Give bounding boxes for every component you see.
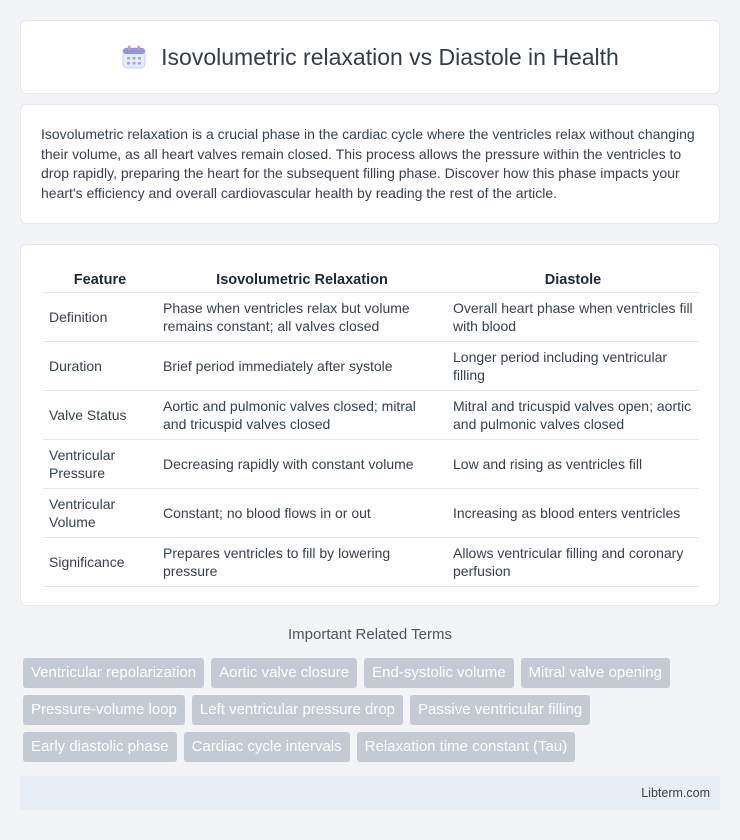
header-feature: Feature (43, 265, 157, 293)
diastole-cell: Allows ventricular filling and coronary perfusion (447, 538, 699, 587)
diastole-cell: Low and rising as ventricles fill (447, 440, 699, 489)
isovolumetric-cell: Constant; no blood flows in or out (157, 489, 447, 538)
header-isovolumetric: Isovolumetric Relaxation (157, 265, 447, 293)
calendar-icon (121, 44, 147, 70)
page-title: Isovolumetric relaxation vs Diastole in Health (161, 43, 619, 70)
feature-cell: Duration (43, 342, 157, 391)
feature-cell: Definition (43, 293, 157, 342)
comparison-table-card (20, 244, 720, 606)
isovolumetric-cell: Brief period immediately after systole (157, 342, 447, 391)
feature-cell: Significance (43, 538, 157, 587)
header-diastole: Diastole (447, 265, 699, 293)
header-card (20, 20, 720, 94)
feature-cell: Ventricular Volume (43, 489, 157, 538)
related-term-tag[interactable]: Mitral valve opening (521, 658, 670, 688)
feature-cell: Ventricular Pressure (43, 440, 157, 489)
diastole-cell: Longer period including ventricular filling (447, 342, 699, 391)
isovolumetric-cell: Decreasing rapidly with constant volume (157, 440, 447, 489)
comparison-table (43, 265, 699, 587)
title-wrap (121, 44, 619, 71)
related-term-tag[interactable]: Passive ventricular filling (410, 695, 590, 725)
related-term-tag[interactable]: End-systolic volume (364, 658, 513, 688)
table-row (43, 489, 699, 538)
related-term-tag[interactable]: Relaxation time constant (Tau) (357, 732, 576, 762)
table-row (43, 293, 699, 342)
isovolumetric-cell: Aortic and pulmonic valves closed; mitral and tricuspid valves closed (157, 391, 447, 440)
diastole-cell: Overall heart phase when ventricles fill with blood (447, 293, 699, 342)
footer-site-link[interactable]: Libterm.com (641, 786, 710, 800)
diastole-cell: Increasing as blood enters ventricles (447, 489, 699, 538)
related-terms-title: Important Related Terms (288, 626, 452, 643)
diastole-cell: Mitral and tricuspid valves open; aortic and pulmonic valves closed (447, 391, 699, 440)
intro-card (20, 104, 720, 224)
related-term-tag[interactable]: Ventricular repolarization (23, 658, 204, 688)
table-row (43, 342, 699, 391)
related-term-tag[interactable]: Pressure-volume loop (23, 695, 185, 725)
related-term-tag[interactable]: Left ventricular pressure drop (192, 695, 403, 725)
isovolumetric-cell: Phase when ventricles relax but volume remains constant; all valves closed (157, 293, 447, 342)
intro-paragraph: Isovolumetric relaxation is a crucial phase in the cardiac cycle where the ventricles relax without changing their volume, as all heart valves remain closed. This process allows the pressure within the ventricles to drop rapidly, preparing the heart for the subsequent filling phase. Discover how this phase impacts your heart's efficiency and overall cardiovascular health by reading the rest of the article. (41, 126, 695, 201)
related-term-tag[interactable]: Aortic valve closure (211, 658, 357, 688)
related-term-tag[interactable]: Cardiac cycle intervals (184, 732, 350, 762)
isovolumetric-cell: Prepares ventricles to fill by lowering pressure (157, 538, 447, 587)
related-terms-tags (23, 658, 723, 762)
table-row (43, 538, 699, 587)
table-row (43, 440, 699, 489)
table-header-row (43, 265, 699, 293)
footer (20, 776, 720, 810)
feature-cell: Valve Status (43, 391, 157, 440)
table-row (43, 391, 699, 440)
related-term-tag[interactable]: Early diastolic phase (23, 732, 177, 762)
